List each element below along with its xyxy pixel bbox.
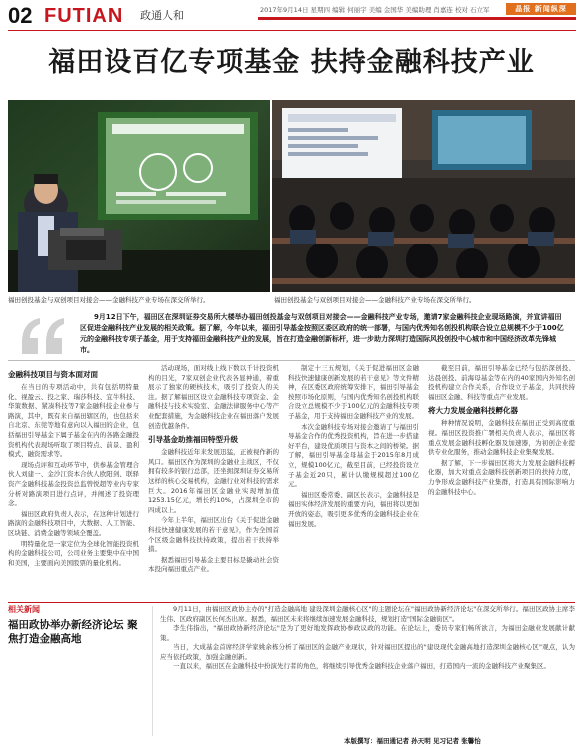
article-column-1 bbox=[8, 366, 139, 569]
section-en-title: FUTIAN bbox=[44, 5, 124, 27]
audience-photo-image bbox=[272, 100, 575, 292]
paragraph: 福田区委常委、副区长表示，金融科技是福田实体经济发展的重要方向，福田将以更加开放的姿态，吸引更多优秀的金融科技企业在福田发展。 bbox=[288, 490, 419, 528]
article-column-4 bbox=[428, 364, 575, 498]
subheading-2: 引导基金助推福田特型升级 bbox=[148, 435, 238, 445]
paragraph: 在当日的专项活动中，共有包括明特量化、视盈云、投之家、瑞莎科技、宜牛科技、华策数据、紧凑科技等7家金融科技企业参与路演，其中，既有来自福田辖区的，也包括来自北京、东莞等地有意向以入福田的企业，包括福田引导基金下属子基金在内的各路金融投资机构代表现场听取了项目特点、前景、盈利模式、融资需求等。 bbox=[8, 383, 139, 459]
speaker-photo bbox=[8, 100, 270, 292]
paragraph: 今年上半年，福田区出台《关于促进金融科技快速健康发展的若干意见》，作为全国首个区级金融科技扶持政策，提出若干扶持举措。 bbox=[148, 516, 279, 554]
audience-photo bbox=[272, 100, 575, 292]
header-red-bar bbox=[258, 17, 576, 20]
right-photo-caption: 福田创投基金与双创项目对接会——金融科技产业专场在深交所举行。 bbox=[274, 296, 476, 304]
paragraph: 当日，大成基金首席经济学家姚余栋分析了福田区的金融产业现状，针对福田区提出的"建设现代金融高地打造深圳金融核心区"观点，认为应当依托政策，加强金融创新。 bbox=[160, 643, 575, 661]
lead-paragraph: 9月12日下午，福田区在深圳证券交易所大楼举办福田创投基金与双创项目对接会——金融科技产业专场，邀请7家金融科技企业现场路演，并宣讲福田区促进金融科技产业发展的相关政策。据了解，今年以来，福田引导基金按照区委区政府的统一部署，与国内优秀知名创投机构联合设立总规模不少于100亿元的金融科技专项子基金，用于支持福田金融科技产业的发展，旨在打造金融创新标杆，进一步助力深圳打造国际风投创投中心城市和中国经济改革先锋城市。 bbox=[80, 313, 564, 354]
paragraph: 制定十三五规划，《关于促进福田区金融科技快速健康创新发展的若干意见》等文件精神，在区委区政府统筹安排下，福田引导基金按照市场化原则，与国内优秀知名创投机构联合设立总规模不少于100亿元的金融科技专项子基金，用于支持福田金融科技产业的发展。 bbox=[288, 364, 419, 420]
paragraph: 李生伟指出，"福田政协新经济论坛"是为了更好地发挥政协参政议政的功能。在论坛上，委员专家们畅所欲言，为福田金融业发展献计献策。 bbox=[160, 624, 575, 642]
paragraph: 种种情况说明，金融科技在福田正受到高度重视。福田区投资推广署相关负责人表示，福田区将重点发展金融科技孵化器及加速器，为初创企业提供专业化服务，推动金融科技企业集聚发展。 bbox=[428, 419, 575, 457]
edition-meta: 2017年9月14日 星期四 编辑 何丽宇 美编 金国华 美编助理 肖嘉连 校对 石立军 bbox=[260, 6, 490, 14]
subheading-1: 金融科技项目与资本面对面 bbox=[8, 370, 98, 379]
related-news-divider bbox=[152, 606, 153, 736]
page-headline: 福田设百亿专项基金 扶持金融科技产业 bbox=[48, 47, 535, 78]
page-number: 02 bbox=[8, 3, 33, 28]
paragraph: 现场点评和互动环节中，供参基金管理合伙人刘建一、金沙江资本合伙人欧阳剑、联驿资产金融科技基金投资总监曾悦超等业内专家分析对路演项目进行点评，并阐述了投资理念。 bbox=[8, 460, 139, 508]
page-header bbox=[8, 3, 576, 29]
paragraph: 9月11日，由福田区政协主办的"打造金融高地 建设深圳金融核心区"的主题论坛在"福田政协新经济论坛"在深交所举行。福田区政协主席李生伟、区政府副区长何杰出席。据悉，福田区未来将继续加速发展金融科技，规划打造"国际金融街区"。 bbox=[160, 605, 575, 623]
subheading-3: 将大力发展金融科技孵化器 bbox=[428, 406, 518, 416]
related-news-body bbox=[160, 605, 575, 672]
quote-mark-icon bbox=[18, 314, 70, 358]
article-column-3 bbox=[288, 364, 419, 530]
lead-divider bbox=[8, 360, 575, 361]
paragraph: 据悉福田引导基金主要目标是撬动社会资本投向福田重点产业。 bbox=[148, 555, 279, 574]
related-news-tag: 相关新闻 bbox=[8, 605, 40, 614]
paragraph: 一直以来，福田区在金融科技中扮演先行者的角色，将继续引导优秀金融科技企业落户福田，打造国内一流的金融科技产业聚集区。 bbox=[173, 662, 550, 670]
section-cn-title: 政通人和 bbox=[140, 9, 184, 22]
paragraph: 明特量化是一家定位为全球化智能投资机构的金融科技公司，公司业务主要集中在中国和美国，主要面向美国股票的量化机构。 bbox=[8, 539, 139, 567]
related-news-title: 福田政协举办新经济论坛 聚焦打造金融高地 bbox=[8, 619, 138, 645]
article-column-2 bbox=[148, 364, 279, 576]
paragraph: 活动现场，面对线上线下数以千计投资机构的目光，7家双创企业代表各显神通，着重展示了独家的硬核技术，吸引了投资人的关注。据了解福田区设立金融科技专项资金、金融科技与技术实验室、金融法律服务中心等产业配套措施，为金融科技企业在福田落户发展创造优越条件。 bbox=[148, 364, 279, 430]
paragraph: 据了解，下一步福田区将大力发展金融科技孵化器，加大对重点金融科技创新项目的扶持力度，力争形成金融科技产业集群，打造具有国际影响力的金融科技中心。 bbox=[428, 458, 575, 496]
header-rule bbox=[8, 30, 576, 31]
paragraph: 金融科技近年来发展迅猛，正被视作新的风口。福田区作为深圳的金融业主战区，不仅拥有较多的银行总部，还坐拥深圳证券交易所这样的核心交易机构，金融行业对科技的需求巨大。2016年福田区金融业实现增加值1253.15亿元，增长约10%，占深圳全市的四成以上。 bbox=[148, 448, 279, 514]
left-photo-caption: 福田创投基金与双创项目对接会——金融科技产业专场在深交所举行。 bbox=[8, 296, 210, 304]
speaker-photo-image bbox=[8, 100, 270, 292]
paragraph: 本次金融科技专场对接会邀请了与福田引导基金合作的优秀投资机构，旨在进一步搭建好平台，建设优质项目与资本之间的桥梁。据了解，福田引导基金母基金于2015年8月成立，规模100亿元，截至目前，已经投资设立子基金近20只，累计认缴规模超过100亿元。 bbox=[288, 422, 419, 489]
paragraph: 福田区政府负责人表示，在这种计划进行路演的金融科技项目中，大数据、人工智能、区块链、消费金融等领域全覆盖。 bbox=[8, 509, 139, 537]
byline-credit: 本版撰写：福田通记者 孙天明 见习记者 张馨怡 bbox=[344, 737, 481, 745]
brand-badge: 晶报 新闻纵深 bbox=[506, 3, 576, 15]
paragraph: 截至目前，福田引导基金已经与包括深创投、达晨创投、前海母基金等在内的40家国内外知名创投机构建立合作关系，合作设立子基金，共同扶持福田区金融、科技等重点产业发展。 bbox=[428, 364, 575, 401]
